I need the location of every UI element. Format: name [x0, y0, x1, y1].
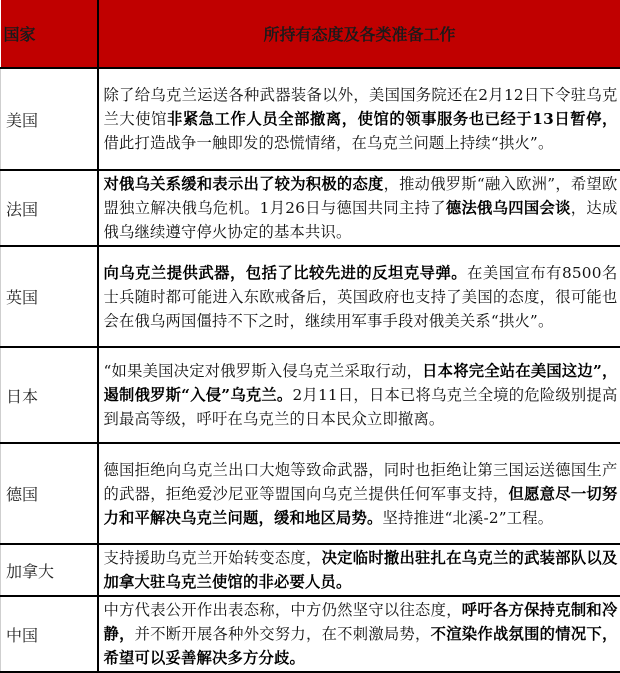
- text-segment: ，达成俄乌继续遵守停火协定的基本共识。: [104, 199, 618, 241]
- table-row-usa: [1, 68, 620, 170]
- attitude-cell: [98, 68, 620, 170]
- table-row-france: [1, 170, 620, 246]
- bold-text-segment: 向乌克兰提供武器，包括了比较先进的反坦克导弹。: [104, 264, 468, 282]
- text-segment: 并不断开展各种外交努力，在不刺激局势，: [135, 625, 431, 643]
- bold-text-segment: 但愿意尽一切努力和平解决乌克兰问题，缓和地区局势。: [104, 485, 618, 527]
- text-segment: 坚持推进“北溪-2”工程。: [382, 509, 553, 527]
- attitude-cell: [98, 544, 620, 596]
- table-row-japan: [1, 347, 620, 443]
- country-cell: 德国: [1, 443, 98, 544]
- bold-text-segment: 对俄乌关系缓和表示出了较为积极的态度: [104, 175, 384, 193]
- attitude-cell: [98, 596, 620, 672]
- table-row-uk: [1, 246, 620, 347]
- text-segment: “如果美国决定对俄罗斯入侵乌克兰采取行动，: [104, 362, 423, 380]
- table-row-canada: [1, 544, 620, 596]
- attitude-cell: [98, 347, 620, 443]
- text-segment: 支持援助乌克兰开始转变态度，: [104, 549, 322, 567]
- country-cell: 英国: [1, 246, 98, 347]
- bold-text-segment: 呼吁各方保持克制和冷静，: [104, 601, 618, 643]
- attitude-cell: [98, 170, 620, 246]
- bold-text-segment: 决定临时撤出驻扎在乌克兰的武装部队以及加拿大驻乌克兰使馆的非必要人员。: [104, 549, 618, 591]
- bold-text-segment: 德法俄乌四国会谈: [446, 199, 571, 217]
- country-cell: 中国: [1, 596, 98, 672]
- header-country: 国家: [1, 0, 98, 68]
- text-segment: 2月11日，日本已将乌克兰全境的危险级别提高到最高等级，呼吁在乌克兰的日本民众立即撤离。: [104, 386, 618, 428]
- text-segment: 中方代表公开作出表态称，中方仍然坚守以往态度，: [104, 601, 462, 619]
- country-cell: 加拿大: [1, 544, 98, 596]
- header-attitude: 所持有态度及各类准备工作: [98, 0, 620, 68]
- bold-text-segment: 非紧急工作人员全部撤离，使馆的领事服务也已经于13日暂停，: [167, 110, 617, 128]
- attitude-cell: [98, 443, 620, 544]
- table-row-china: [1, 596, 620, 672]
- country-cell: 美国: [1, 68, 98, 170]
- text-segment: 借此打造战争一触即发的恐慌情绪，在乌克兰问题上持续“拱火”。: [104, 134, 554, 152]
- bold-text-segment: 日本将完全站在美国这边”，遏制俄罗斯“入侵”乌克兰。: [104, 362, 618, 404]
- table-row-germany: [1, 443, 620, 544]
- country-cell: 法国: [1, 170, 98, 246]
- attitude-cell: [98, 246, 620, 347]
- country-cell: 日本: [1, 347, 98, 443]
- text-segment: ，推动俄罗斯“融入欧洲”，希望欧盟独立解决俄乌危机。1月26日与德国共同主持了: [104, 175, 618, 217]
- table-header-row: [1, 0, 620, 68]
- text-segment: 除了给乌克兰运送各种武器装备以外，美国国务院还在2月12日下令驻乌克兰大使馆: [104, 86, 618, 128]
- text-segment: 在美国宣布有8500名士兵随时都可能进入东欧戒备后，英国政府也支持了美国的态度，很可能也会在俄乌两国僵持不下之时，继续用军事手段对俄美关系“拱火”。: [104, 264, 618, 330]
- bold-text-segment: 不渲染作战氛围的情况下，希望可以妥善解决多方分歧。: [104, 625, 618, 667]
- text-segment: 德国拒绝向乌克兰出口大炮等致命武器，同时也拒绝让第三国运送德国生产的武器，拒绝爱沙尼亚等盟国向乌克兰提供任何军事支持，: [104, 461, 618, 503]
